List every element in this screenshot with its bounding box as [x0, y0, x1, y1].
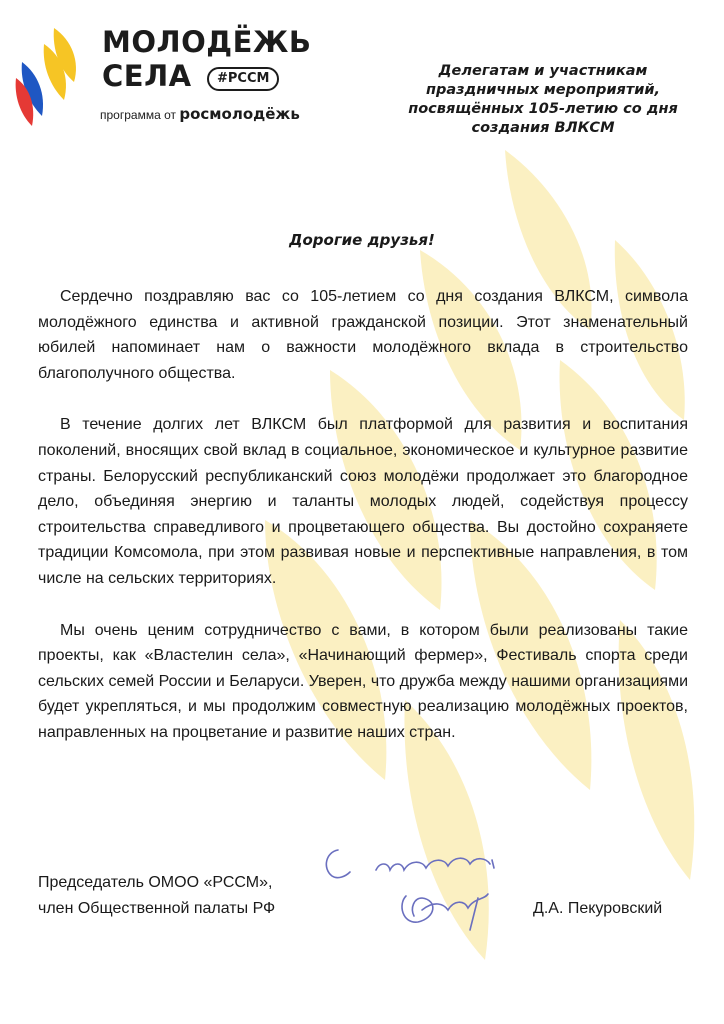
- signer-position: [38, 870, 275, 922]
- signer-name: Д.А. Пекуровский: [533, 900, 663, 917]
- letter-greeting: Дорогие друзья!: [289, 231, 435, 249]
- addressee-line: праздничных мероприятий,: [425, 82, 661, 98]
- handwritten-signature: [318, 838, 508, 938]
- logo-subtitle: [100, 105, 300, 123]
- logo-subtitle-prefix: программа от: [100, 108, 176, 122]
- letter-addressee: [378, 62, 708, 138]
- addressee-line: Делегатам и участникам: [438, 63, 648, 79]
- letter-body: [38, 284, 688, 772]
- body-paragraph: Сердечно поздравляю вас со 105-летием со дня создания ВЛКСМ, символа молодёжного единства и активной гражданской позиции. Этот знаменательный юбилей напоминает нам о важности молодёжного вклада в строительство благополучного общества.: [38, 288, 688, 382]
- addressee-line: создания ВЛКСМ: [471, 120, 615, 136]
- wheat-logo-icon: [14, 22, 86, 130]
- signer-position-line: Председатель ОМОО «РССМ»,: [38, 874, 273, 891]
- logo-subtitle-brand: росмолодёжь: [179, 105, 300, 123]
- logo-hashtag-badge: #РССМ: [207, 67, 279, 91]
- logo-title-line2: СЕЛА: [102, 59, 192, 93]
- addressee-line: посвящённых 105-летию со дня: [408, 101, 678, 117]
- logo-title-line1: МОЛОДЁЖЬ: [102, 25, 312, 59]
- signer-position-line: член Общественной палаты РФ: [38, 900, 276, 917]
- body-paragraph: Мы очень ценим сотрудничество с вами, в котором были реализованы такие проекты, как «Властелин села», «Начинающий фермер», Фестиваль спорта среди сельских семей России и Беларуси. Уверен, что дружба между нашими организациями будет укрепляться, и мы продолжим совместную реализацию молодёжных проектов, направленных на процветание и развитие наших стран.: [38, 621, 688, 741]
- body-paragraph: В течение долгих лет ВЛКСМ был платформой для развития и воспитания поколений, вносящих свой вклад в социальное, экономическое и культурное развитие страны. Белорусский республиканский союз молодёжи продолжает это благородное дело, объединяя энергию и таланты молодых людей, содействуя процессу строительства справедливого и процветающего общества. Вы достойно сохраняете традиции Комсомола, при этом развивая новые и перспективные направления, в том числе на сельских территориях.: [38, 416, 688, 587]
- organization-logo: [14, 22, 334, 132]
